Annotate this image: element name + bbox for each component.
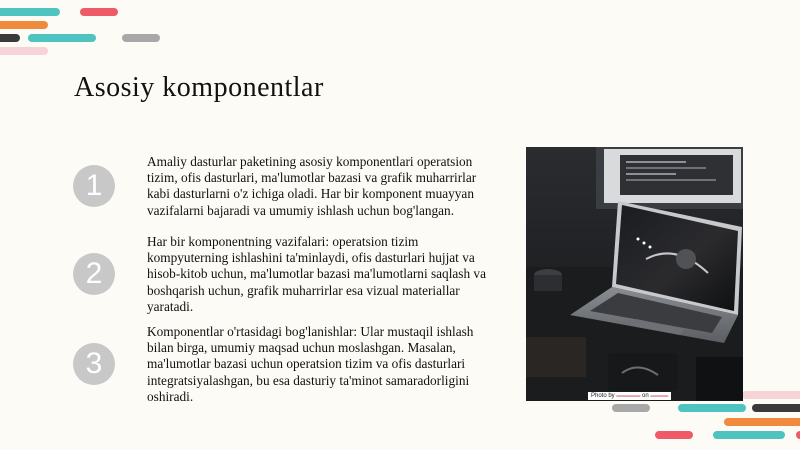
decor-bar [0,21,48,29]
decor-bar [28,34,96,42]
decor-bar [678,404,746,412]
decor-bar [655,431,693,439]
step-text-1: Amaliy dasturlar paketining asosiy komponentlari operatsion tizim, ofis dasturlari, ma'lumotlar bazasi va grafik muharrirlar kabi dasturlarni o'z ichiga oladi. Har bir komponent muayyan vazifalarni bajaradi va umumiy ishlash uchun bog'langan. [147,154,477,218]
decor-bar [752,404,800,412]
step-number-3: 3 [73,343,115,385]
decor-bar [80,8,118,16]
step-number-2: 2 [73,253,115,295]
photo-credit-middle: on [642,393,649,399]
photo-author-link[interactable]: ▬▬▬▬ [616,393,641,399]
decor-bar [0,8,60,16]
step-text-3: Komponentlar o'rtasidagi bog'lanishlar: Ular mustaqil ishlash bilan birga, umumiy maqsad uchun moslashgan. Masalan, ma'lumotlar bazasi uchun operatsion tizim va ofis dasturlari integratsiyalashgan, bu esa dasturiy ta'minot samaradorligini oshiradi. [147,324,474,404]
photo-credit [588,392,671,400]
laptop-image [526,147,743,401]
photo-source-link[interactable]: ▬▬▬ [650,393,669,399]
step-number-1: 1 [73,165,115,207]
step-text-2: Har bir komponentning vazifalari: operatsion tizim kompyuterning ishlashini ta'minlaydi, ofis dasturlari hujjat va hisob-kitob uchun, ma'lumotlar bazasi ma'lumotlarni saqlash va boshqarish uchun, grafik muharrirlar esa vizual materiallar yaratadi. [147,234,486,314]
slide-title: Asosiy komponentlar [74,72,324,103]
decor-bar [612,404,650,412]
photo-credit-prefix: Photo by [591,393,615,399]
decor-bar [724,418,800,426]
decor-bar [0,34,20,42]
decor-bar [122,34,160,42]
decor-bar [0,47,48,55]
laptop-photo [526,147,743,401]
decor-bar [713,431,785,439]
decor-bar [742,391,800,399]
decor-bar [796,431,800,439]
